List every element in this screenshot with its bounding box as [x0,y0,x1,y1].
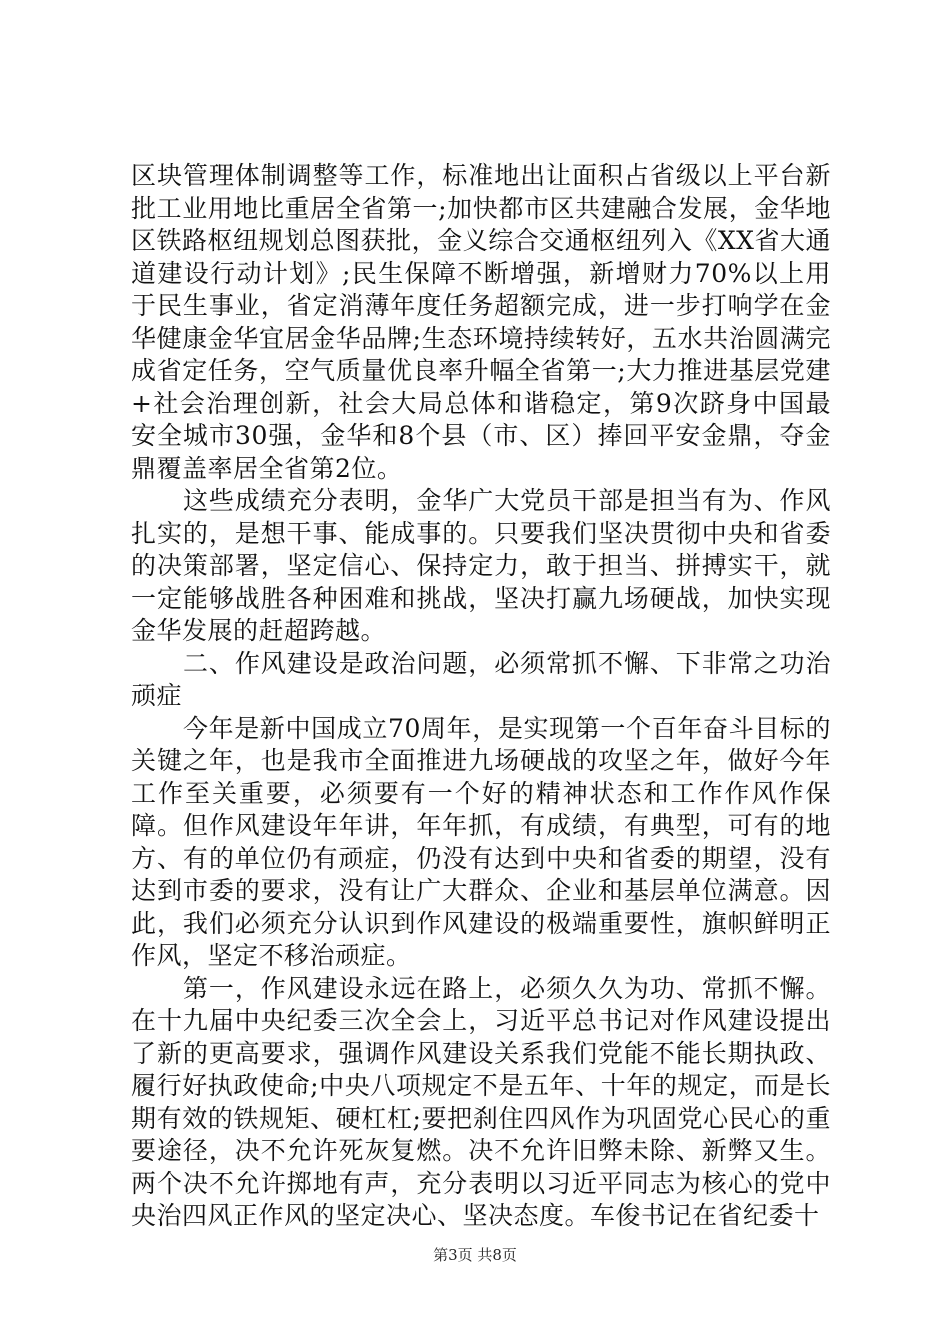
paragraph-continuation: 区块管理体制调整等工作，标准地出让面积占省级以上平台新批工业用地比重居全省第一;加快都市区共建融合发展，金华地区铁路枢纽规划总图获批，金义综合交通枢纽列入《XX省大通道建设行动计划》;民生保障不断增强，新增财力70%以上用于民生事业，省定消薄年度任务超额完成，进一步打响学在金华健康金华宜居金华品牌;生态环境持续转好，五水共治圆满完成省定任务，空气质量优良率升幅全省第一;大力推进基层党建+社会治理创新，社会大局总体和谐稳定，第9次跻身中国最安全城市30强，金华和8个县（市、区）捧回平安金鼎，夺金鼎覆盖率居全省第2位。 [131,161,831,483]
paragraph-achievements-summary: 这些成绩充分表明，金华广大党员干部是担当有为、作风扎实的，是想干事、能成事的。只要我们坚决贯彻中央和省委的决策部署，坚定信心、保持定力，敢于担当、拼搏实干，就一定能够战胜各种困难和挑战，坚决打赢九场硬战，加快实现金华发展的赶超跨越。 [131,486,831,645]
section-heading: 二、作风建设是政治问题，必须常抓不懈、下非常之功治顽症 [131,648,831,710]
paragraph-anniversary: 今年是新中国成立70周年，是实现第一个百年奋斗目标的关键之年，也是我市全面推进九场硬战的攻坚之年，做好今年工作至关重要，必须要有一个好的精神状态和工作作风作保障。但作风建设年年讲，年年抓，有成绩，有典型，可有的地方、有的单位仍有顽症，仍没有达到中央和省委的期望，没有达到市委的要求，没有让广大群众、企业和基层单位满意。因此，我们必须充分认识到作风建设的极端重要性，旗帜鲜明正作风，坚定不移治顽症。 [131,713,831,970]
page-footer: 第3页 共8页 [433,1246,517,1264]
document-body [131,160,831,1233]
paragraph-first-point: 第一，作风建设永远在路上，必须久久为功、常抓不懈。在十九届中央纪委三次全会上，习近平总书记对作风建设提出了新的更高要求，强调作风建设关系我们党能不能长期执政、履行好执政使命;中央八项规定不是五年、十年的规定，而是长期有效的铁规矩、硬杠杠;要把刹住四风作为巩固党心民心的重要途径，决不允许死灰复燃。决不允许旧弊未除、新弊又生。两个决不允许掷地有声，充分表明以习近平同志为核心的党中央治四风正作风的坚定决心、坚决态度。车俊书记在省纪委十 [131,973,831,1230]
